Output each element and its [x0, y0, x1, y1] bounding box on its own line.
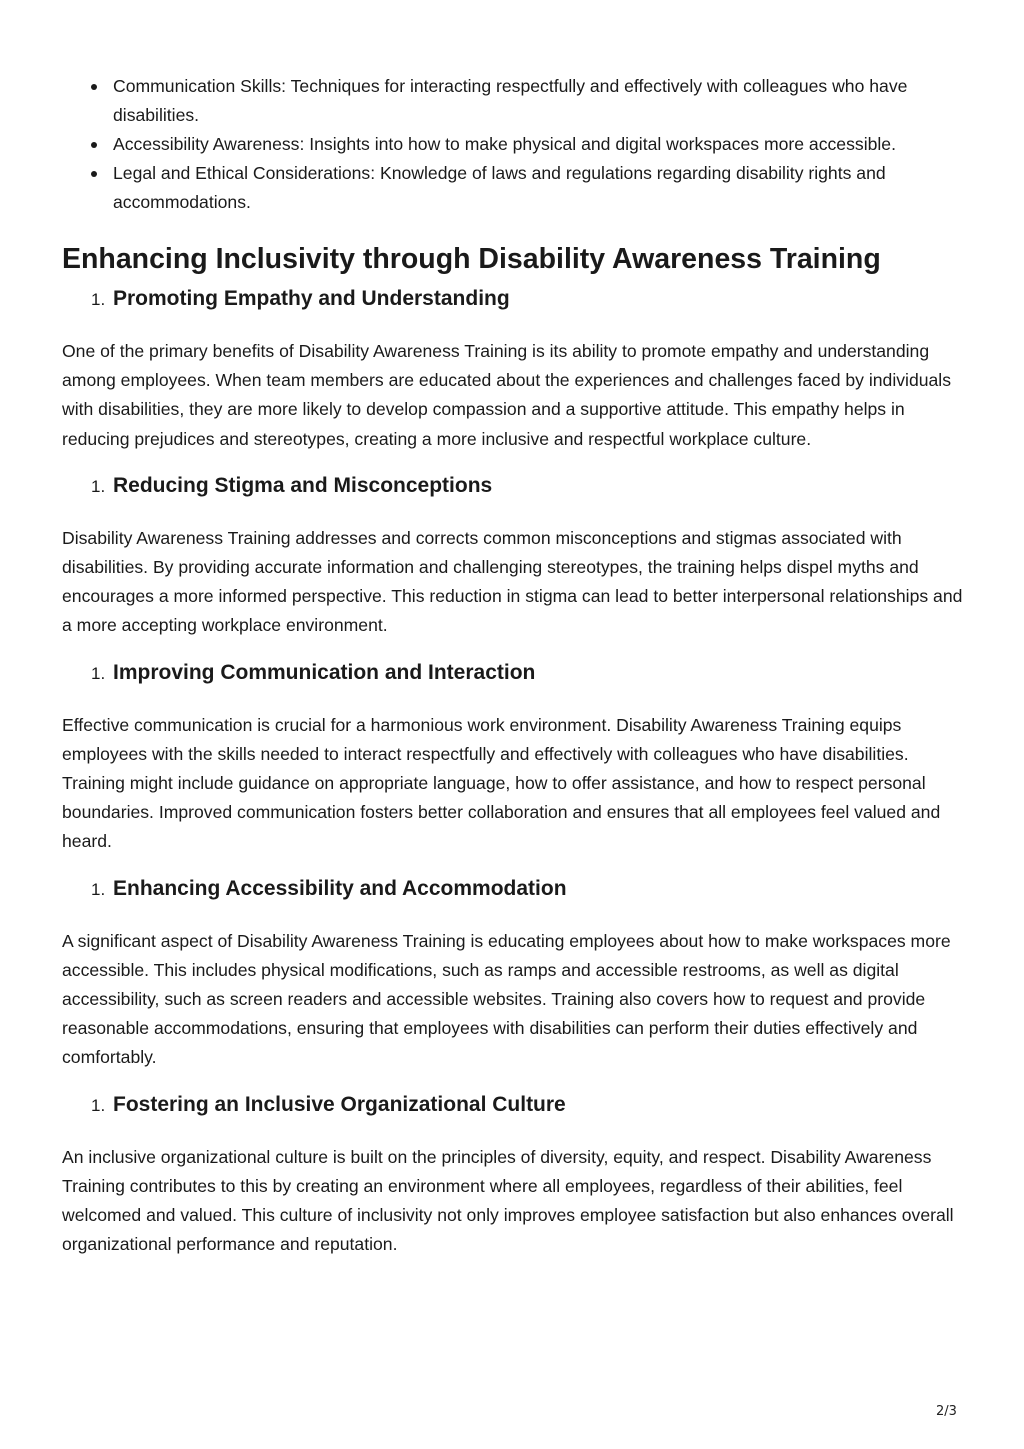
subsection-heading: [62, 474, 968, 514]
bullet-item: Communication Skills: Techniques for interacting respectfully and effectively with colleagues who have disabilities.: [113, 72, 968, 130]
subsection-heading: [62, 1093, 968, 1133]
list-number: 1.: [91, 663, 106, 683]
list-number: 1.: [91, 290, 106, 309]
subsection-title: Reducing Stigma and Misconceptions: [113, 473, 493, 497]
subsection-heading: [62, 661, 968, 701]
subsection-heading: [62, 287, 968, 327]
list-number: 1.: [91, 1095, 106, 1115]
section-heading: Enhancing Inclusivity through Disability Awareness Training: [62, 243, 881, 275]
list-number: 1.: [91, 879, 106, 899]
page-number: 2/3: [936, 1404, 957, 1419]
subsection-title: Improving Communication and Interaction: [113, 660, 536, 684]
paragraph: Effective communication is crucial for a harmonious work environment. Disability Awareness Training equips employees with the skills needed to interact respectfully and effectively with colleagues who have disabilities. Training might include guidance on appropriate language, how to offer assistance, and how to respect personal boundaries. Improved communication fosters better collaboration and ensures that all employees feel valued and heard.: [62, 714, 941, 852]
bullet-list: [62, 72, 968, 217]
subsection-title: Fostering an Inclusive Organizational Culture: [113, 1092, 566, 1116]
list-number: 1.: [91, 476, 106, 496]
subsection-title: Promoting Empathy and Understanding: [113, 287, 510, 310]
paragraph: An inclusive organizational culture is built on the principles of diversity, equity, and respect. Disability Awareness Training contributes to this by creating an environment where all employees, regardless of their abilities, feel welcomed and valued. This culture of inclusivity not only improves employee satisfaction but also enhances overall organizational performance and reputation.: [62, 1146, 954, 1255]
document-page: [62, 72, 968, 1259]
paragraph: Disability Awareness Training addresses and corrects common misconceptions and stigmas associated with disabilities. By providing accurate information and challenging stereotypes, the training helps dispel myths and encourages a more informed perspective. This reduction in stigma can lead to better interpersonal relationships and a more accepting workplace environment.: [62, 527, 963, 636]
paragraph: One of the primary benefits of Disability Awareness Training is its ability to promote empathy and understanding among employees. When team members are educated about the experiences and challenges faced by individuals with disabilities, they are more likely to develop compassion and a supportive attitude. This empathy helps in reducing prejudices and stereotypes, creating a more inclusive and respectful workplace culture.: [62, 341, 952, 449]
paragraph: A significant aspect of Disability Awareness Training is educating employees about how to make workspaces more accessible. This includes physical modifications, such as ramps and accessible restrooms, as well as digital accessibility, such as screen readers and accessible websites. Training also covers how to request and provide reasonable accommodations, ensuring that employees with disabilities can perform their duties effectively and comfortably.: [62, 930, 951, 1068]
bullet-item: Accessibility Awareness: Insights into how to make physical and digital workspaces more accessible.: [113, 130, 968, 159]
subsection-title: Enhancing Accessibility and Accommodation: [113, 876, 567, 900]
bullet-item: Legal and Ethical Considerations: Knowledge of laws and regulations regarding disability rights and accommodations.: [113, 159, 968, 217]
subsection-heading: [62, 877, 968, 917]
